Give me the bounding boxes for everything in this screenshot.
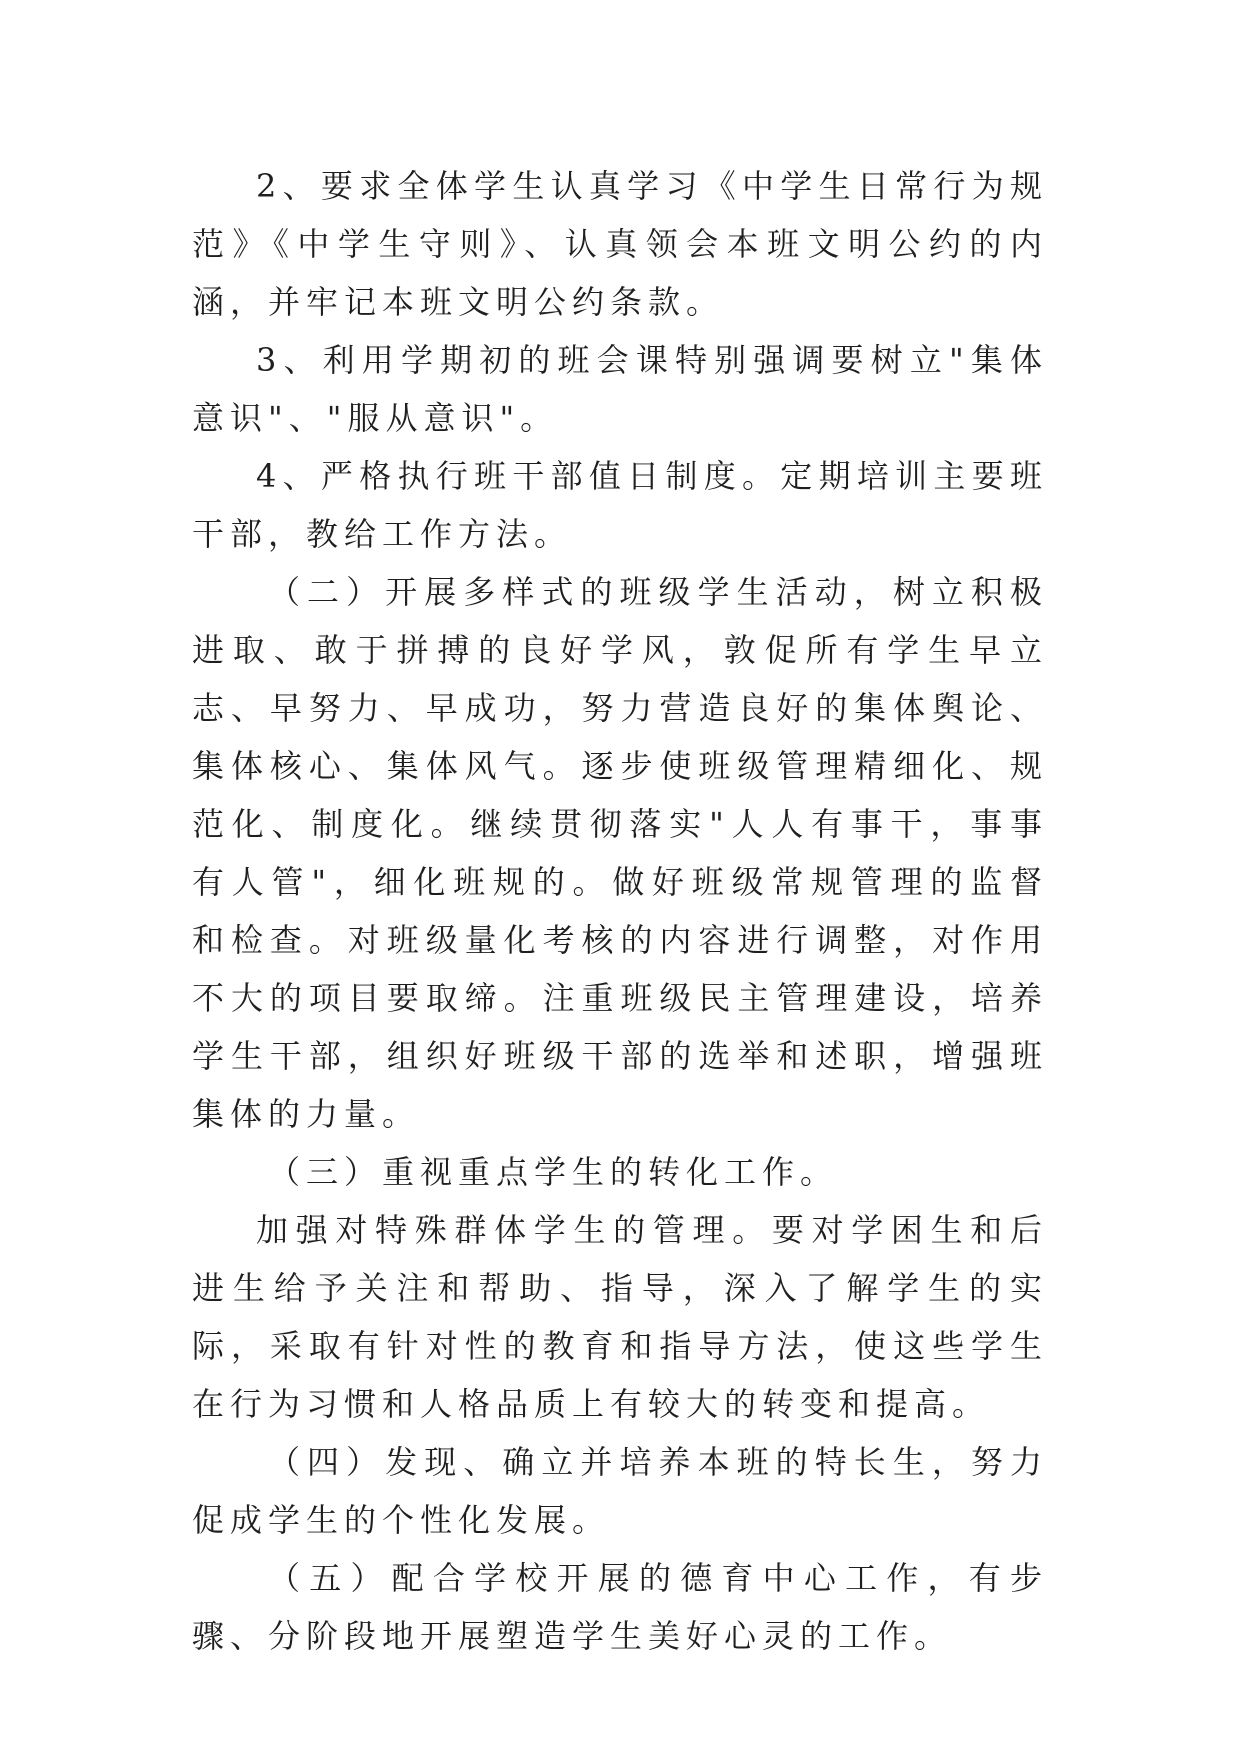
paragraph-section-3-heading: （三）重视重点学生的转化工作。: [268, 1153, 839, 1191]
document-body: [192, 157, 1048, 1665]
paragraph-section-5: （五）配合学校开展的德育中心工作，有步骤、分阶段地开展塑造学生美好心灵的工作。: [192, 1559, 1048, 1655]
paragraph-section-4: （四）发现、确立并培养本班的特长生，努力促成学生的个性化发展。: [192, 1443, 1048, 1539]
paragraph-item-3: 3、利用学期初的班会课特别强调要树立"集体意识"、"服从意识"。: [192, 341, 1048, 437]
paragraph-section-3-body: 加强对特殊群体学生的管理。要对学困生和后进生给予关注和帮助、指导，深入了解学生的实际，采取有针对性的教育和指导方法，使这些学生在行为习惯和人格品质上有较大的转变和提高。: [192, 1211, 1048, 1423]
paragraph-item-2: 2、要求全体学生认真学习《中学生日常行为规范》《中学生守则》、认真领会本班文明公约的内涵，并牢记本班文明公约条款。: [192, 167, 1048, 321]
paragraph-section-2: （二）开展多样式的班级学生活动，树立积极进取、敢于拼搏的良好学风，敦促所有学生早立志、早努力、早成功，努力营造良好的集体舆论、集体核心、集体风气。逐步使班级管理精细化、规范化、制度化。继续贯彻落实"人人有事干，事事有人管"，细化班规的。做好班级常规管理的监督和检查。对班级量化考核的内容进行调整，对作用不大的项目要取缔。注重班级民主管理建设，培养学生干部，组织好班级干部的选举和述职，增强班集体的力量。: [192, 573, 1048, 1133]
paragraph-item-4: 4、严格执行班干部值日制度。定期培训主要班干部，教给工作方法。: [192, 457, 1048, 553]
